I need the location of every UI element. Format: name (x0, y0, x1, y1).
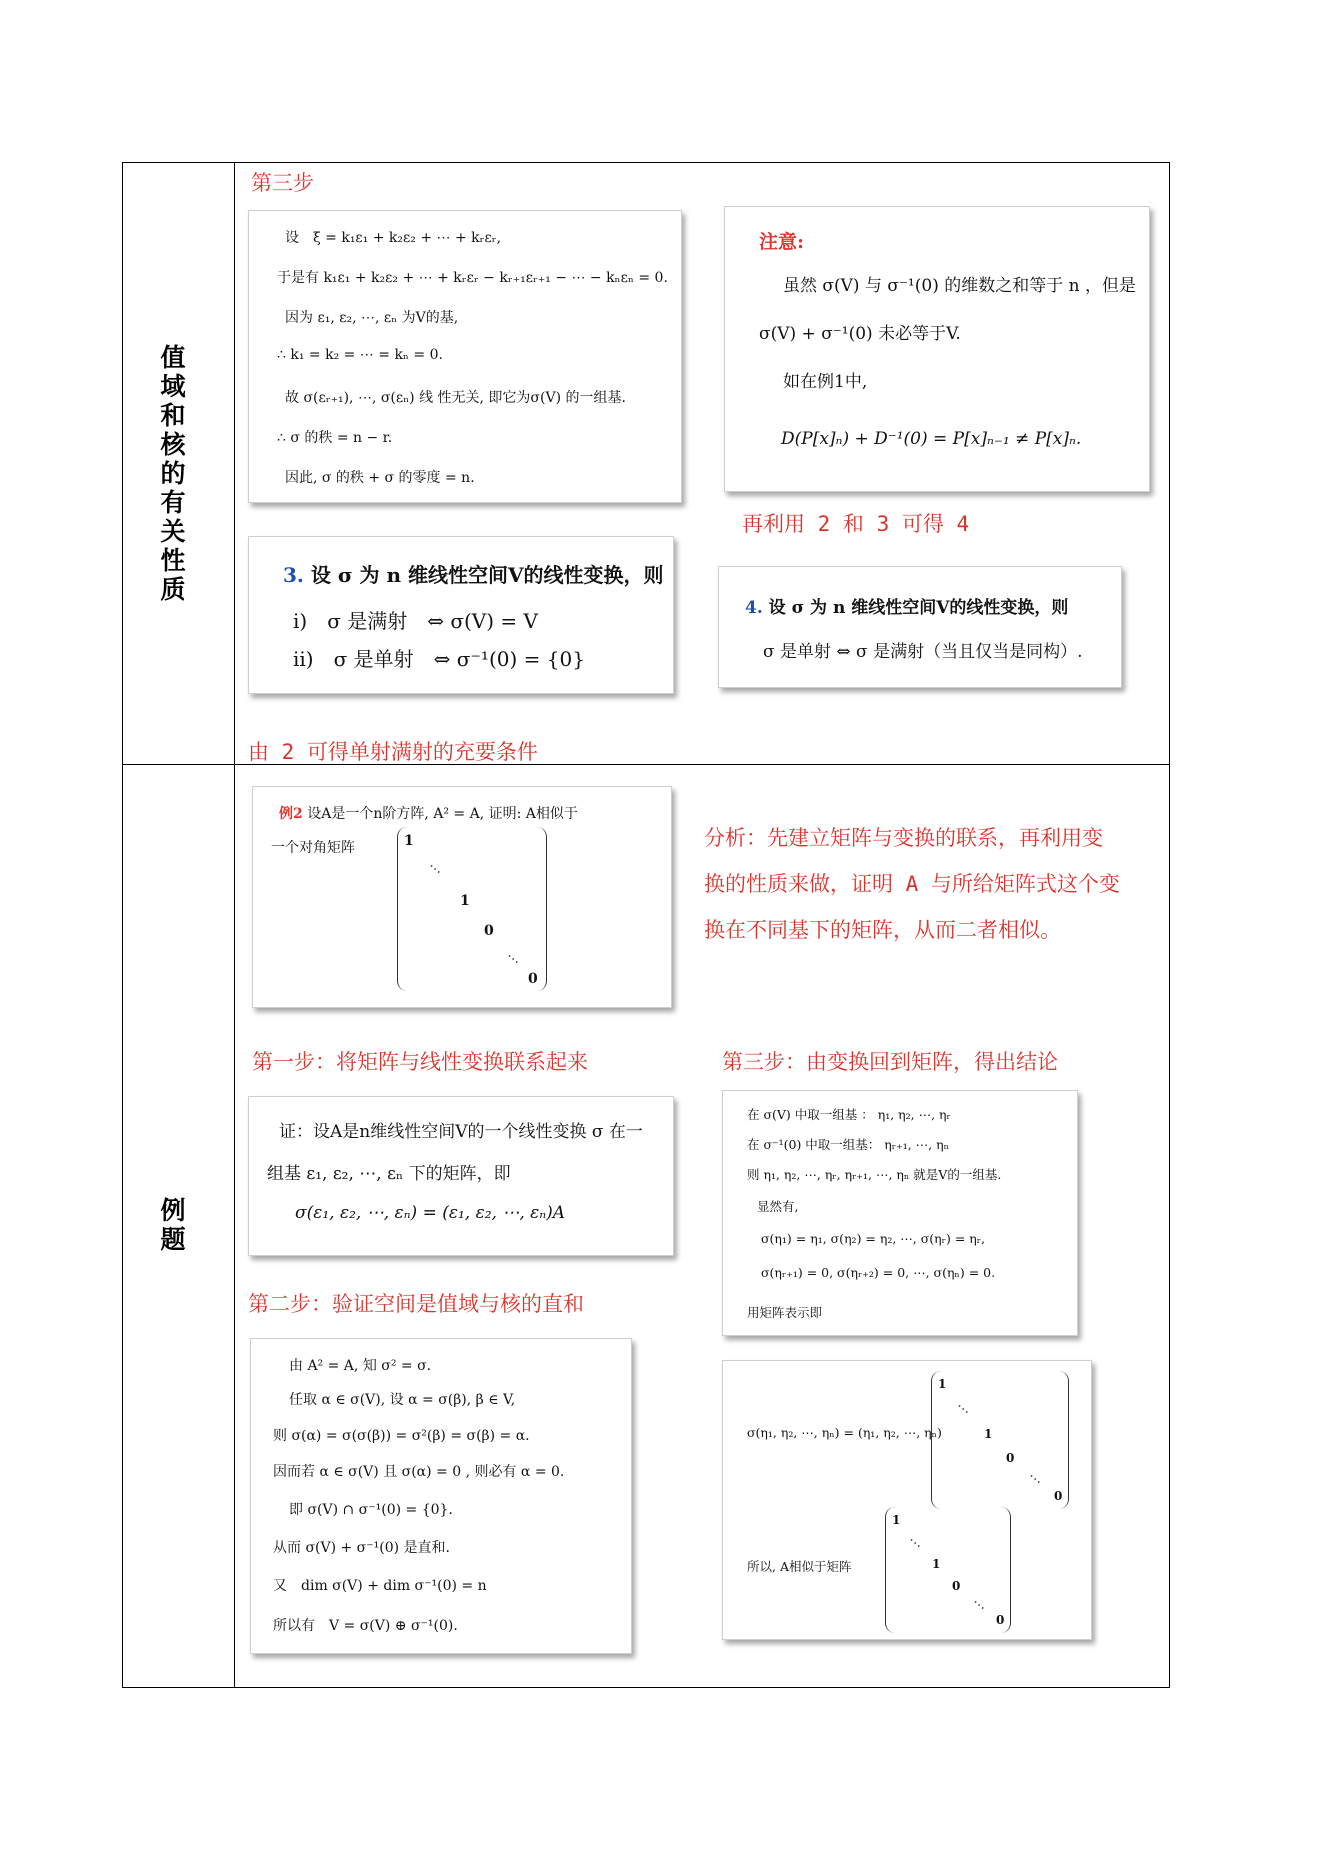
theorem3-i: i) σ 是满射 ⇔ σ(V) = V (293, 609, 538, 633)
proof-line: ∴ k₁ = k₂ = ⋯ = kₙ = 0. (277, 347, 443, 363)
step2-heading: 第二步：验证空间是值域与核的直和 (248, 1292, 584, 1316)
matrix-entry: 0 (528, 971, 538, 987)
step3-line: 在 σ⁻¹(0) 中取一组基： ηᵣ₊₁, ⋯, ηₙ (747, 1137, 949, 1152)
step2-line: 又 dim σ(V) + dim σ⁻¹(0) = n (273, 1578, 487, 1594)
example-label: 例2 (279, 806, 303, 822)
step3-line: σ(η₁) = η₁, σ(η₂) = η₂, ⋯, σ(ηᵣ) = ηᵣ, (761, 1231, 986, 1246)
step2-line: 从而 σ(V) + σ⁻¹(0) 是直和. (273, 1540, 450, 1556)
matrix-entry: 0 (952, 1579, 961, 1593)
matrix-entry: 1 (892, 1513, 901, 1527)
diagonal-dots: ⋯ (502, 948, 523, 970)
matrix-entry: 0 (484, 923, 494, 939)
note-line: 如在例1中, (783, 372, 868, 392)
proof-line: 因为 ε₁, ε₂, ⋯, εₙ 为V的基, (285, 310, 459, 326)
example-text: 设A是一个n阶方阵, A² = A, 证明: A相似于 (307, 806, 578, 822)
step2-line: 所以有 V = σ(V) ⊕ σ⁻¹(0). (273, 1618, 458, 1634)
proof-line: 设 ξ = k₁ε₁ + k₂ε₂ + ⋯ + kᵣεᵣ, (285, 230, 502, 246)
step2-line: 由 A² = A, 知 σ² = σ. (289, 1358, 432, 1374)
step3-line: 用矩阵表示即 (747, 1305, 823, 1320)
proof-line: 于是有 k₁ε₁ + k₂ε₂ + ⋯ + kᵣεᵣ − kᵣ₊₁εᵣ₊₁ − ⋯ − kₙεₙ = 0. (277, 270, 668, 286)
theorem4-head (745, 593, 1068, 618)
step3-line: 则 η₁, η₂, ⋯, ηᵣ, ηᵣ₊₁, ⋯, ηₙ 就是V的一组基. (747, 1167, 1002, 1182)
theorem4-text: 设 σ 为 n 维线性空间V的线性变换，则 (768, 598, 1069, 618)
proof-line: 因此, σ 的秩 + σ 的零度 = n. (285, 470, 475, 486)
step3-line: σ(ηᵣ₊₁) = 0, σ(ηᵣ₊₂) = 0, ⋯, σ(ηₙ) = 0. (761, 1265, 996, 1280)
matrix-entry: 0 (1006, 1451, 1015, 1465)
step1-line: 组基 ε₁, ε₂, ⋯, εₙ 下的矩阵，即 (267, 1164, 511, 1184)
analysis-line: 换的性质来做，证明 A 与所给矩阵式这个变 (704, 872, 1120, 896)
theorem4-num: 4. (745, 598, 763, 618)
diagonal-dots: ⋯ (952, 1398, 973, 1420)
step1-formula: σ(ε₁, ε₂, ⋯, εₙ) = (ε₁, ε₂, ⋯, εₙ)A (295, 1203, 566, 1223)
proof-box (248, 210, 682, 503)
analysis-line: 换在不同基下的矩阵，从而二者相似。 (704, 918, 1061, 942)
step3-heading: 第三步：由变换回到矩阵，得出结论 (722, 1050, 1058, 1074)
final-box (722, 1360, 1092, 1640)
matrix-entry: 0 (996, 1613, 1005, 1627)
example-matrix (397, 827, 547, 991)
theorem3-text: 设 σ 为 n 维线性空间V的线性变换，则 (310, 563, 664, 587)
diagonal-dots: ⋯ (968, 1594, 989, 1616)
step1-line: 证：设A是n维线性空间V的一个线性变换 σ 在一 (279, 1122, 643, 1142)
note-line: 虽然 σ(V) 与 σ⁻¹(0) 的维数之和等于 n ，但是 (783, 276, 1136, 296)
conclusion-matrix (885, 1507, 1011, 1633)
proof-line: 故 σ(εᵣ₊₁), ⋯, σ(εₙ) 线 性无关, 即它为σ(V) 的一组基. (285, 390, 626, 406)
step2-line: 即 σ(V) ∩ σ⁻¹(0) = {0}. (289, 1502, 453, 1518)
theorem4-body: σ 是单射 ⇔ σ 是满射（当且仅当是同构）. (763, 642, 1083, 662)
matrix-entry: 1 (938, 1377, 947, 1391)
final-conclusion: 所以, A相似于矩阵 (747, 1559, 852, 1574)
example-line (279, 803, 578, 823)
note-after: 再利用 2 和 3 可得 4 (742, 512, 970, 536)
bottom-note: 由 2 可得单射满射的充要条件 (248, 740, 538, 764)
step3-line: 在 σ(V) 中取一组基 ： η₁, η₂, ⋯, ηᵣ (747, 1107, 951, 1122)
example-text2: 一个对角矩阵 (271, 840, 355, 856)
step-heading: 第三步 (251, 171, 314, 195)
step2-box (250, 1338, 632, 1654)
diagonal-dots: ⋯ (424, 858, 445, 880)
matrix-entry: 1 (984, 1427, 993, 1441)
note-line: σ(V) + σ⁻¹(0) 未必等于V. (759, 324, 961, 344)
final-matrix (931, 1371, 1069, 1509)
theorem3-box (248, 536, 674, 694)
row2-label: 例题 (160, 1196, 186, 1254)
step2-line: 因而若 α ∈ σ(V) 且 σ(α) = 0 , 则必有 α = 0. (273, 1464, 565, 1480)
matrix-entry: 0 (1054, 1489, 1063, 1503)
final-equation: σ(η₁, η₂, ⋯, ηₙ) = (η₁, η₂, ⋯, ηₙ) (747, 1425, 942, 1440)
step2-line: 则 σ(α) = σ(σ(β)) = σ²(β) = σ(β) = α. (273, 1428, 530, 1444)
theorem3-head (283, 559, 664, 588)
note-box (724, 206, 1150, 492)
step3-line: 显然有, (757, 1199, 799, 1214)
note-formula: D(P[x]ₙ) + D⁻¹(0) = P[x]ₙ₋₁ ≠ P[x]ₙ. (781, 429, 1082, 449)
matrix-entry: 1 (460, 893, 470, 909)
matrix-entry: 1 (404, 833, 414, 849)
step3-box (722, 1090, 1078, 1336)
theorem4-box (718, 566, 1122, 688)
matrix-entry: 1 (932, 1557, 941, 1571)
example-box (252, 786, 672, 1008)
diagonal-dots: ⋯ (1024, 1468, 1045, 1490)
note-title: 注意: (759, 231, 805, 253)
step1-heading: 第一步：将矩阵与线性变换联系起来 (252, 1050, 588, 1074)
step1-box (248, 1096, 674, 1256)
row1-label: 值域和核的有关性质 (160, 343, 186, 604)
step2-line: 任取 α ∈ σ(V), 设 α = σ(β), β ∈ V, (289, 1392, 516, 1408)
column-divider (234, 162, 235, 1688)
theorem3-ii: ii) σ 是单射 ⇔ σ⁻¹(0) = {0} (293, 647, 585, 671)
diagonal-dots: ⋯ (904, 1532, 925, 1554)
proof-line: ∴ σ 的秩 = n − r. (277, 430, 393, 446)
theorem3-num: 3. (283, 563, 304, 587)
analysis-line: 分析：先建立矩阵与变换的联系，再利用变 (704, 826, 1103, 850)
